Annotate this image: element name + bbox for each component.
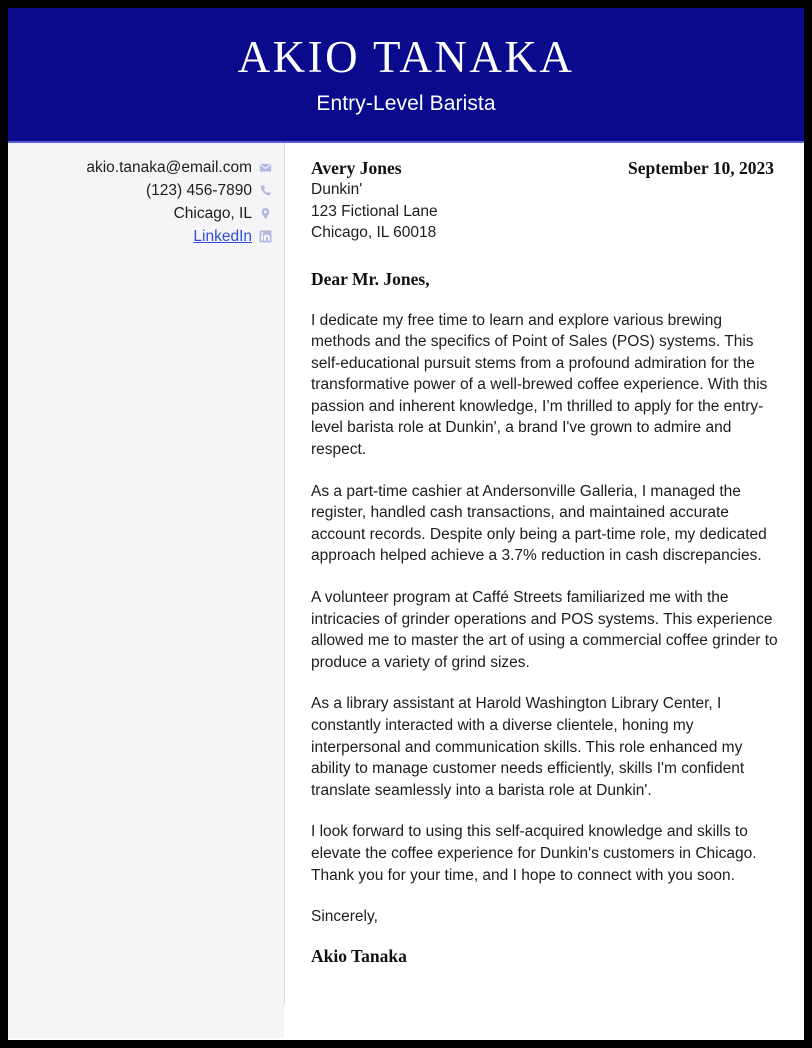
address-header [311,157,778,244]
recipient-name: Avery Jones [311,158,402,178]
salutation: Dear Mr. Jones, [311,268,430,289]
envelope-icon [259,161,272,174]
location-pin-icon [259,207,272,220]
page-title: AKIO TANAKA [237,32,575,83]
body-paragraph-5: I look forward to using this self-acquired knowledge and skills to elevate the coffee experience for Dunkin's customers in Chicago. Thank you for your time, and I hope to connect with you soon. [311,823,757,884]
body-paragraph-1: I dedicate my free time to learn and explore various brewing methods and the specifics of Point of Sales (POS) systems. This self-educational pursuit stems from a profound admiration for the transformative power of a well-brewed coffee experience. With this passion and inherent knowledge, I’m thrilled to apply for the entry-level barista role at Dunkin', a brand I've grown to admire and respect. [311,311,768,459]
phone-icon [259,184,272,197]
letter-header [8,8,804,143]
cover-letter-page [8,8,804,1040]
location-value: Chicago, IL [173,205,252,222]
contact-list [18,157,272,247]
contact-item-linkedin[interactable] [193,226,272,247]
body-paragraph-2: As a part-time cashier at Andersonville Galleria, I managed the register, handled cash transactions, and maintained accurate account records. Despite only being a part-time role, my dedicated approach helped achieve a 3.7% reduction in cash discrepancies. [311,482,767,565]
contact-item-email [86,157,272,178]
linkedin-link[interactable]: LinkedIn [193,228,252,245]
linkedin-icon[interactable] [259,230,272,243]
email-value: akio.tanaka@email.com [86,159,252,176]
letter-date: September 10, 2023 [628,158,774,178]
body-paragraph-4: As a library assistant at Harold Washington Library Center, I constantly interacted with a diverse clientele, honing my interpersonal and communication skills. This role enhanced my ability to manage customer needs efficiently, skills I'm confident translate seamlessly into a barista role at Dunkin'. [311,695,745,799]
recipient-city-state-zip: Chicago, IL 60018 [311,224,437,241]
contact-item-phone [146,180,272,201]
recipient-street: 123 Fictional Lane [311,202,438,220]
letter-content [285,143,804,1038]
letter-body [8,143,804,1038]
contact-item-location [174,203,272,224]
recipient-block [311,157,438,244]
contact-sidebar [8,143,284,1038]
body-paragraph-3: A volunteer program at Caffé Streets familiarized me with the intricacies of grinder operations and POS systems. This experience allowed me to master the art of using a commercial coffee grinder to produce a variety of grind sizes. [311,589,778,671]
job-title: Entry-Level Barista [316,91,496,115]
signature-name: Akio Tanaka [311,945,407,966]
phone-value: (123) 456-7890 [146,182,252,199]
closing-line: Sincerely, [311,908,378,926]
recipient-company: Dunkin' [311,181,363,198]
